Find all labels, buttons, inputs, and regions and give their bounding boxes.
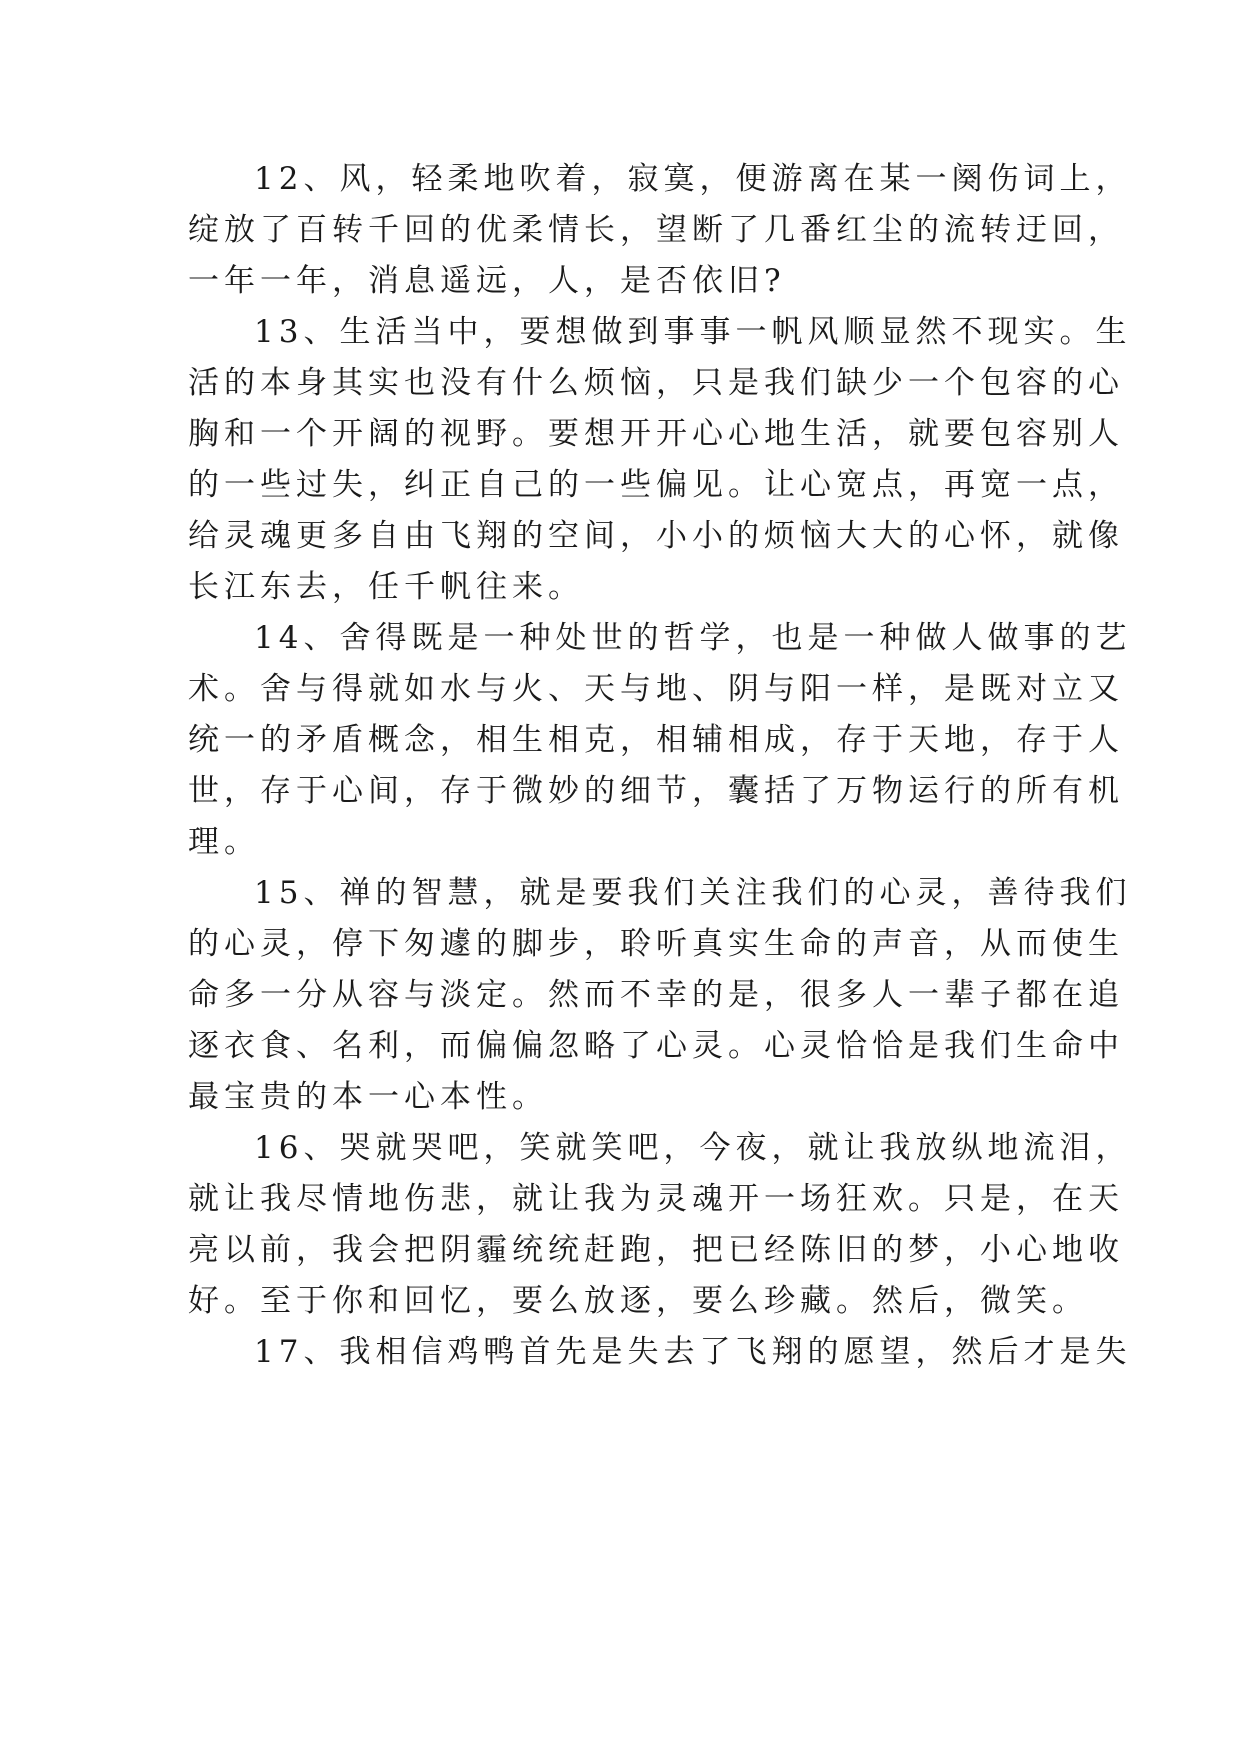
paragraph-16-line-4: 好。至于你和回忆，要么放逐，要么珍藏。然后，微笑。 — [188, 1283, 1088, 1319]
paragraph-13-line-4: 的一些过失，纠正自己的一些偏见。让心宽点，再宽一点， — [188, 467, 1124, 503]
paragraph-13-line-2: 活的本身其实也没有什么烦恼，只是我们缺少一个包容的心 — [188, 365, 1124, 401]
paragraph-14-line-5: 理。 — [188, 824, 260, 860]
paragraph-14-line-1: 14、舍得既是一种处世的哲学，也是一种做人做事的艺 — [254, 620, 1132, 656]
paragraph-15-line-1: 15、禅的智慧，就是要我们关注我们的心灵，善待我们 — [254, 875, 1132, 911]
paragraph-13-line-3: 胸和一个开阔的视野。要想开开心心地生活，就要包容别人 — [188, 416, 1124, 452]
paragraph-13-line-5: 给灵魂更多自由飞翔的空间，小小的烦恼大大的心怀，就像 — [188, 518, 1124, 554]
paragraph-14-line-4: 世，存于心间，存于微妙的细节，囊括了万物运行的所有机 — [188, 773, 1124, 809]
paragraph-15-line-3: 命多一分从容与淡定。然而不幸的是，很多人一辈子都在追 — [188, 977, 1124, 1013]
paragraph-16-line-1: 16、哭就哭吧，笑就笑吧，今夜，就让我放纵地流泪， — [254, 1130, 1132, 1166]
paragraph-14-line-3: 统一的矛盾概念，相生相克，相辅相成，存于天地，存于人 — [188, 722, 1124, 758]
paragraph-15-line-5: 最宝贵的本一心本性。 — [188, 1079, 548, 1115]
paragraph-14-line-2: 术。舍与得就如水与火、天与地、阴与阳一样，是既对立又 — [188, 671, 1124, 707]
paragraph-12-line-3: 一年一年，消息遥远，人，是否依旧? — [188, 263, 786, 299]
paragraph-12-line-2: 绽放了百转千回的优柔情长，望断了几番红尘的流转迂回， — [188, 212, 1124, 248]
paragraph-13-line-6: 长江东去，任千帆往来。 — [188, 569, 584, 605]
paragraph-16-line-3: 亮以前，我会把阴霾统统赶跑，把已经陈旧的梦，小心地收 — [188, 1232, 1124, 1268]
paragraph-17-line-1: 17、我相信鸡鸭首先是失去了飞翔的愿望，然后才是失 — [254, 1334, 1132, 1370]
paragraph-12-line-1: 12、风，轻柔地吹着，寂寞，便游离在某一阕伤词上， — [254, 161, 1132, 197]
paragraph-16-line-2: 就让我尽情地伤悲，就让我为灵魂开一场狂欢。只是，在天 — [188, 1181, 1124, 1217]
paragraph-15-line-4: 逐衣食、名利，而偏偏忽略了心灵。心灵恰恰是我们生命中 — [188, 1028, 1124, 1064]
paragraph-13-line-1: 13、生活当中，要想做到事事一帆风顺显然不现实。生 — [254, 314, 1132, 350]
paragraph-15-line-2: 的心灵，停下匆遽的脚步，聆听真实生命的声音，从而使生 — [188, 926, 1124, 962]
